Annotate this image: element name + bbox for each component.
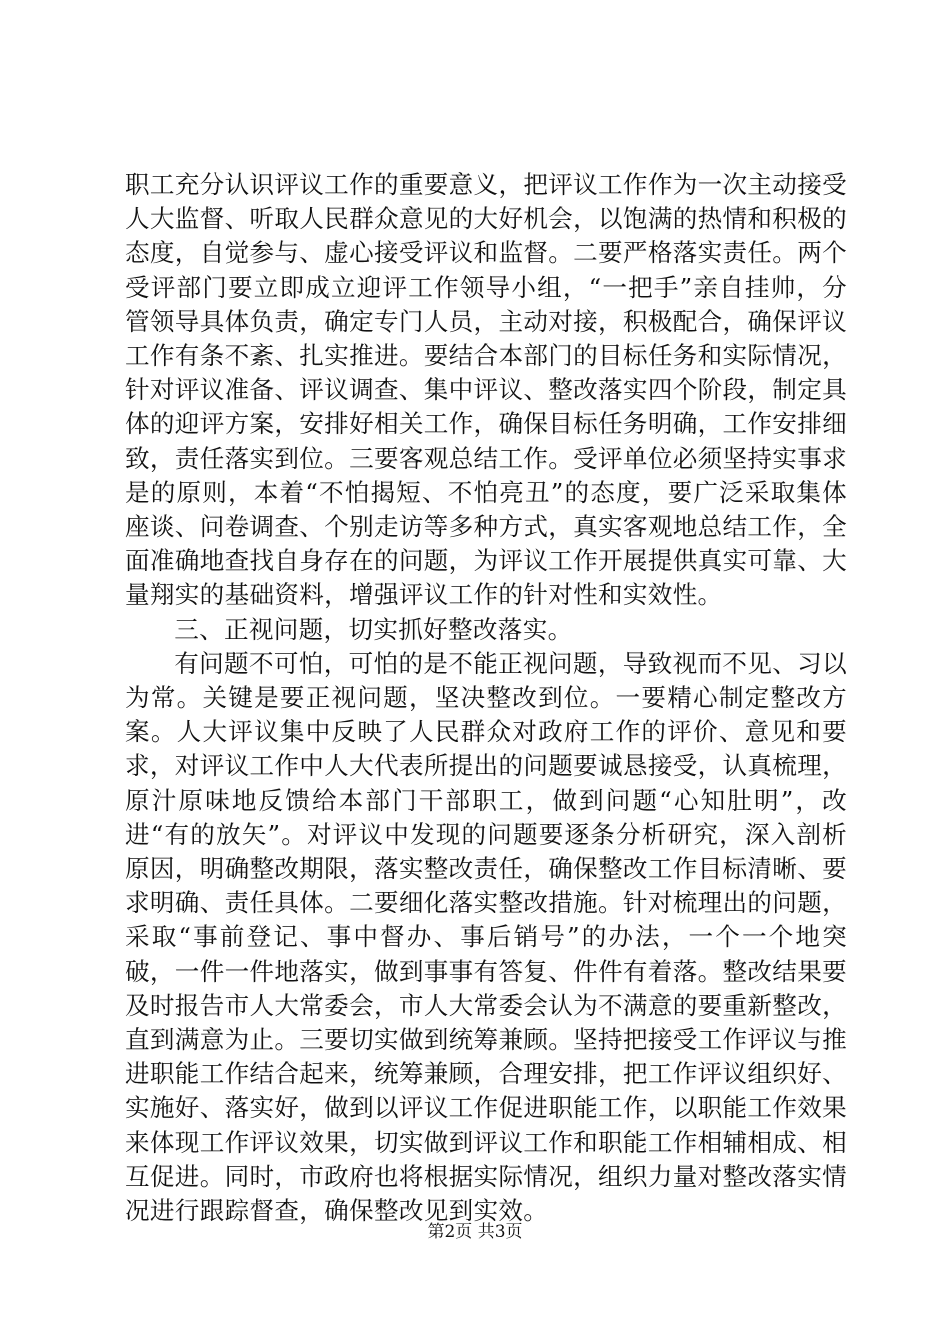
- section-heading: 三、正视问题，切实抓好整改落实。: [174, 614, 573, 644]
- document-body: [125, 168, 847, 1228]
- paragraph-continued: 职工充分认识评议工作的重要意义，把评议工作作为一次主动接受人大监督、听取人民群众意见的大好机会，以饱满的热情和积极的态度，自觉参与、虚心接受评议和监督。二要严格落实责任。两个受评部门要立即成立迎评工作领导小组，“一把手”亲自挂帅，分管领导具体负责，确定专门人员，主动对接，积极配合，确保评议工作有条不紊、扎实推进。要结合本部门的目标任务和实际情况，针对评议准备、评议调查、集中评议、整改落实四个阶段，制定具体的迎评方案，安排好相关工作，确保目标任务明确，工作安排细致，责任落实到位。三要客观总结工作。受评单位必须坚持实事求是的原则，本着“不怕揭短、不怕亮丑”的态度，要广泛采取集体座谈、问卷调查、个别走访等多种方式，真实客观地总结工作，全面准确地查找自身存在的问题，为评议工作开展提供真实可靠、大量翔实的基础资料，增强评议工作的针对性和实效性。: [125, 170, 847, 610]
- paragraph-section3: 有问题不可怕，可怕的是不能正视问题，导致视而不见、习以为常。关键是要正视问题，坚决整改到位。一要精心制定整改方案。人大评议集中反映了人民群众对政府工作的评价、意见和要求，对评议工作中人大代表所提出的问题要诚恳接受，认真梳理，原汁原味地反馈给本部门干部职工，做到问题“心知肚明”，改进“有的放矢”。对评议中发现的问题要逐条分析研究，深入剖析原因，明确整改期限，落实整改责任，确保整改工作目标清晰、要求明确、责任具体。二要细化落实整改措施。针对梳理出的问题，采取“事前登记、事中督办、事后销号”的办法，一个一个地突破，一件一件地落实，做到事事有答复、件件有着落。整改结果要及时报告市人大常委会，市人大常委会认为不满意的要重新整改，直到满意为止。三要切实做到统筹兼顾。坚持把接受工作评议与推进职能工作结合起来，统筹兼顾，合理安排，把工作评议组织好、实施好、落实好，做到以评议工作促进职能工作，以职能工作效果来体现工作评议效果，切实做到评议工作和职能工作相辅相成、相互促进。同时，市政府也将根据实际情况，组织力量对整改落实情况进行跟踪督查，确保整改见到实效。: [125, 648, 847, 1226]
- page-footer: 第2页 共3页: [427, 1222, 523, 1242]
